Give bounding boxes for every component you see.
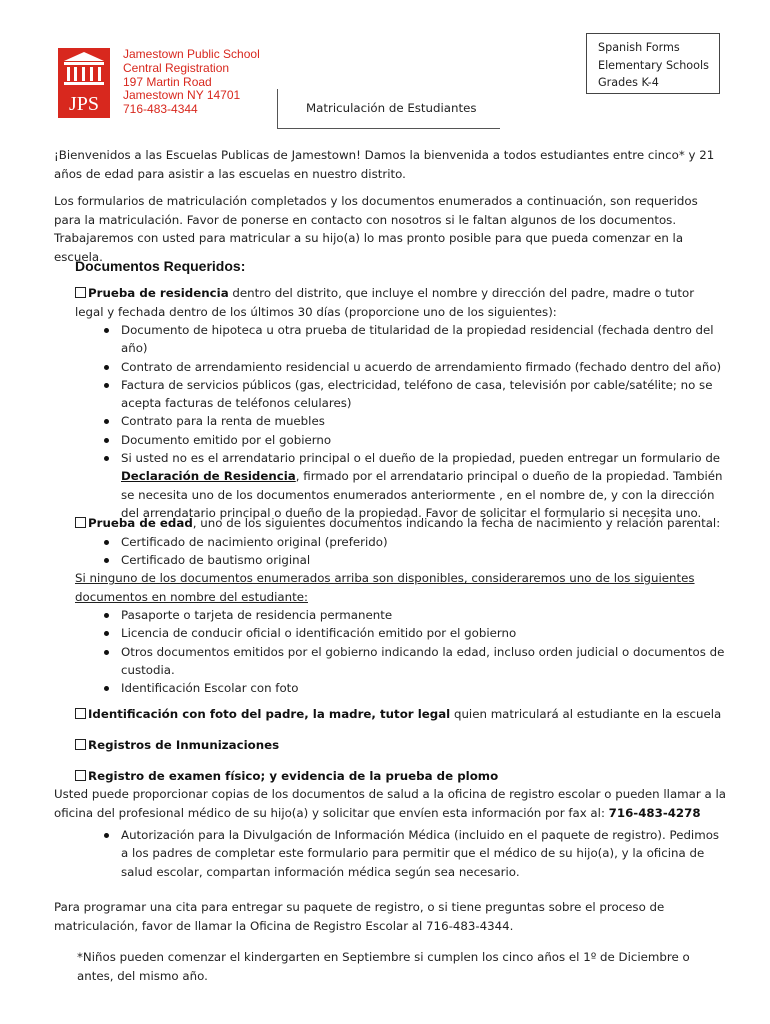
physical-checkbox[interactable] bbox=[75, 770, 86, 781]
physical-label: Registro de examen físico; y evidencia de la prueba de plomo bbox=[88, 769, 499, 783]
list-item: Certificado de nacimiento original (preferido) bbox=[75, 533, 725, 551]
residence-declaration-link: Declaración de Residencia bbox=[121, 469, 296, 484]
physical-list bbox=[75, 826, 725, 881]
residence-section bbox=[75, 284, 725, 522]
form-language: Spanish Forms bbox=[598, 41, 680, 54]
form-grades: Grades K-4 bbox=[598, 76, 659, 90]
list-item bbox=[75, 449, 725, 522]
list-item: Identificación Escolar con foto bbox=[75, 679, 725, 697]
residence-intro bbox=[75, 284, 725, 321]
photo-id-text: quien matriculará al estudiante en la escuela bbox=[450, 707, 722, 721]
photo-id-label: Identificación con foto del padre, la madre, tutor legal bbox=[88, 707, 451, 721]
immunization-checkbox[interactable] bbox=[75, 739, 86, 750]
list-item: Autorización para la Divulgación de Información Médica (incluido en el paquete de registro). Pedimos a los padres de completar este formulario para permitir que el médico de su hijo(a), y la oficina de salud escolar, compartan información médica según sea necesario. bbox=[75, 826, 725, 881]
residence-list bbox=[75, 321, 725, 522]
physical-list-wrap bbox=[75, 826, 725, 881]
list-item: Contrato para la renta de muebles bbox=[75, 412, 725, 430]
physical-section bbox=[75, 767, 725, 786]
form-level: Elementary Schools bbox=[598, 58, 709, 72]
residence-declaration-pre: Si usted no es el arrendatario principal o el dueño de la propiedad, pueden entregar un formulario de bbox=[121, 451, 721, 466]
age-section bbox=[75, 514, 725, 698]
school-logo bbox=[58, 48, 110, 118]
title-divider-vertical bbox=[277, 89, 278, 129]
immunization-label: Registros de Inmunizaciones bbox=[88, 738, 280, 752]
kindergarten-footnote: *Niños pueden comenzar el kindergarten en Septiembre si cumplen los cinco años el 1º de Diciembre o antes, del mismo año. bbox=[77, 950, 690, 983]
list-item: Licencia de conducir oficial o identificación emitido por el gobierno bbox=[75, 624, 725, 642]
school-department: Central Registration bbox=[123, 60, 230, 75]
welcome-paragraph: ¡Bienvenidos a las Escuelas Publicas de Jamestown! Damos la bienvenida a todos estudiantes entre cinco* y 21 años de edad para asistir a las escuelas en nuestro distrito. bbox=[54, 148, 715, 181]
school-city: Jamestown NY 14701 bbox=[123, 88, 241, 103]
school-street: 197 Martin Road bbox=[123, 74, 212, 89]
residence-label: Prueba de residencia bbox=[88, 286, 229, 300]
forms-paragraph: Los formularios de matriculación completados y los documentos enumerados a continuación, son requeridos para la matriculación. Favor de ponerse en contacto con nosotros si le faltan algunos de los documentos. Trabajaremos con usted para matricular a su hijo(a) lo mas pronto posible para que pueda comenzar en la escuela. bbox=[54, 194, 698, 264]
age-text: , uno de los siguientes documentos indicando la fecha de nacimiento y relación parental: bbox=[192, 516, 721, 530]
appointment-paragraph: Para programar una cita para entregar su paquete de registro, o si tiene preguntas sobre el proceso de matriculación, favor de llamar la Oficina de Registro Escolar al 716-483-4344. bbox=[54, 900, 665, 933]
logo-lettering: JPS bbox=[68, 93, 100, 115]
age-label: Prueba de edad bbox=[88, 516, 193, 530]
fax-number: 716-483-4278 bbox=[608, 805, 701, 820]
document-title: Matriculación de Estudiantes bbox=[306, 101, 477, 115]
school-phone: 716-483-4344 bbox=[123, 102, 198, 117]
physical-paragraph bbox=[54, 785, 730, 822]
age-list bbox=[75, 533, 725, 570]
required-documents-heading: Documentos Requeridos: bbox=[75, 258, 246, 274]
age-intro bbox=[75, 514, 725, 533]
residence-checkbox[interactable] bbox=[75, 287, 86, 298]
physical-text: Usted puede proporcionar copias de los documentos de salud a la oficina de registro escolar o pueden llamar a la oficina del profesional médico de su hijo(a) y solicitar que envíen esta información por fax al: bbox=[54, 787, 726, 820]
list-item: Documento emitido por el gobierno bbox=[75, 431, 725, 449]
age-alternatives-note: Si ninguno de los documentos enumerados arriba son disponibles, consideraremos uno de los siguientes documentos en nombre del estudiante: bbox=[75, 571, 695, 604]
title-divider-horizontal bbox=[277, 128, 500, 129]
age-alternatives-list bbox=[75, 606, 725, 697]
list-item: Pasaporte o tarjeta de residencia permanente bbox=[75, 606, 725, 624]
school-address bbox=[123, 48, 260, 117]
photo-id-checkbox[interactable] bbox=[75, 708, 86, 719]
list-item: Contrato de arrendamiento residencial u acuerdo de arrendamiento firmado (fechado dentro del año) bbox=[75, 358, 725, 376]
list-item: Otros documentos emitidos por el gobierno indicando la edad, incluso orden judicial o documentos de custodia. bbox=[75, 643, 725, 680]
residence-declaration-post: , firmado por el arrendatario principal o dueño de la propiedad. También se necesita uno de los documentos enumerados anteriormente , en el nombre de, y con la dirección del arrendatario principal o dueño de la propiedad. Favor de solicitar el formulario si necesita uno. bbox=[121, 469, 723, 520]
residence-text: dentro del distrito, que incluye el nombre y dirección del padre, madre o tutor legal y fechada dentro de los últimos 30 días (proporcione uno de los siguientes): bbox=[75, 286, 695, 319]
age-checkbox[interactable] bbox=[75, 517, 86, 528]
list-item: Documento de hipoteca u otra prueba de titularidad de la propiedad residencial (fechada dentro del año) bbox=[75, 321, 725, 358]
list-item: Factura de servicios públicos (gas, electricidad, teléfono de casa, televisión por cable/satélite; no se acepta facturas de teléfonos celulares) bbox=[75, 376, 725, 413]
photo-id-section bbox=[75, 705, 725, 724]
list-item: Certificado de bautismo original bbox=[75, 551, 725, 569]
form-info-box bbox=[586, 33, 720, 94]
immunization-section bbox=[75, 736, 725, 755]
school-name: Jamestown Public School bbox=[123, 47, 260, 61]
